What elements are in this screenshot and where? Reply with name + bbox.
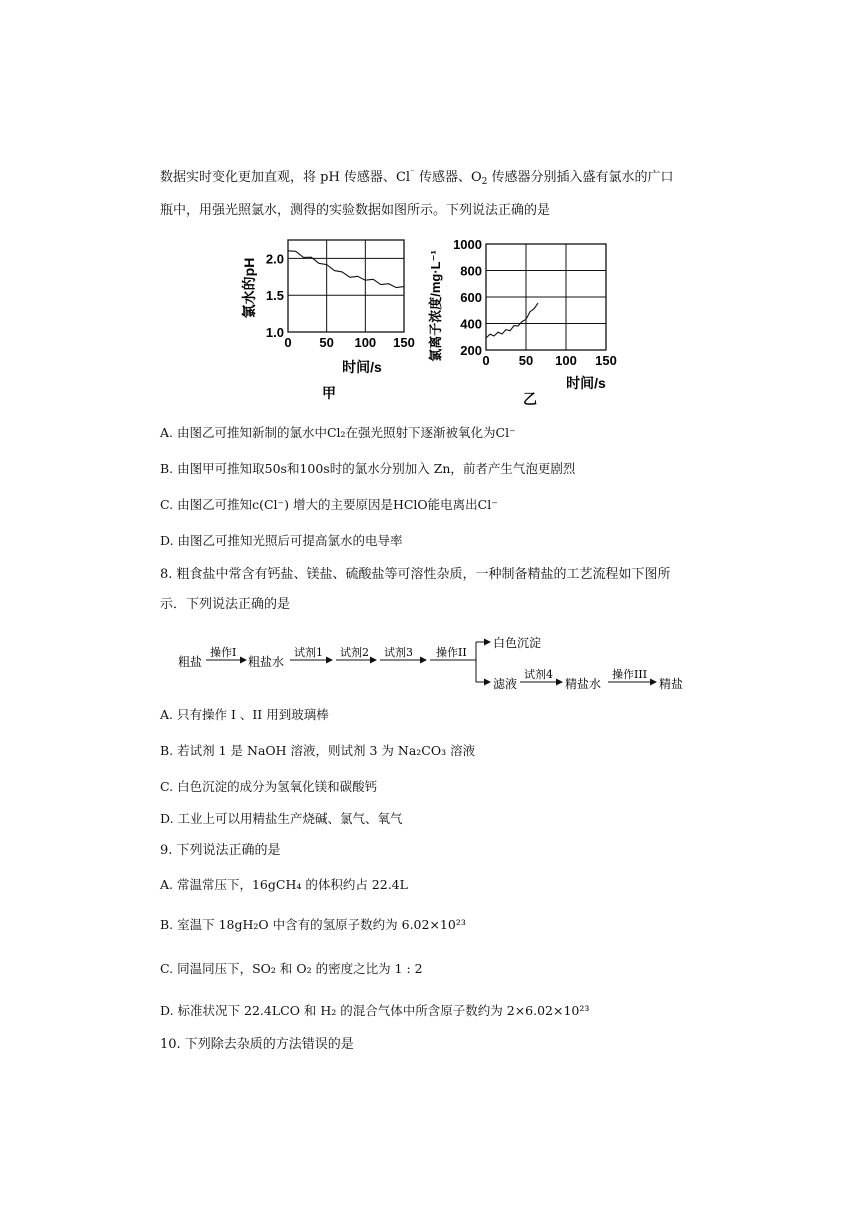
flow-label-op3: 操作III [612,668,648,681]
q9-stem: 9. 下列说法正确的是 [160,843,281,858]
q8-stem-line-2: 示．下列说法正确的是 [160,597,291,612]
intro-text-g: 传感器分别插入盛有氯水的广口 [487,170,674,185]
flow-node-refined-brine: 精盐水 [565,677,602,691]
flow-node-crude-salt: 粗盐 [178,655,203,669]
ph-chart-xticks [284,335,414,350]
chloride-chart-xlabel: 时间/s [566,375,606,391]
chloride-chart-xtick-label: 100 [555,353,577,368]
intro-text-c: ⁻ [410,168,415,178]
ph-chart [232,232,422,404]
intro-text-a: 数据实时变化更加直观，将 pH 传感器、 [160,170,396,185]
chloride-chart-yticks [453,237,482,358]
flow-label-reagent2: 试剂2 [340,646,369,659]
q8-option-d: D. 工业上可以用精盐生产烧碱、氯气、氧气 [160,811,403,826]
ph-chart-xtick-label: 150 [393,335,415,350]
chloride-chart-ytick-label: 1000 [453,237,482,252]
ph-chart-xtick-label: 100 [354,335,377,350]
chloride-chart-xtick-label: 0 [482,353,490,368]
ph-series-line [288,251,404,288]
chloride-chart-caption: 乙 [523,391,537,407]
chloride-chart-grid [486,244,606,350]
flow-node-filtrate: 滤液 [493,677,518,691]
q9-option-b: B. 室温下 18gH₂O 中含有的氢原子数约为 6.02×10²³ [160,917,466,932]
ph-chart-grid [288,240,404,332]
flow-label-op2: 操作II [436,646,467,659]
flow-label-reagent1: 试剂1 [294,646,323,659]
intro-line-1 [160,164,674,191]
ph-chart-ytick-label: 1.0 [265,325,284,340]
flow-node-refined-salt: 精盐 [659,677,684,691]
chloride-chart-ylabel: 氯离子浓度/mg·L⁻¹ [428,250,443,362]
ph-chart-yticks [266,251,284,340]
salt-process-flowchart [170,630,700,702]
ph-chart-xtick-label: 0 [284,335,292,350]
intro-line-2: 瓶中，用强光照氯水，测得的实验数据如图所示。下列说法正确的是 [160,203,551,218]
ph-chart-ytick-label: 1.5 [265,288,284,304]
chloride-chart-ytick-label: 800 [460,263,482,279]
chloride-chart-xtick-label: 50 [518,353,534,368]
q9-option-c: C. 同温同压下，SO₂ 和 O₂ 的密度之比为 1 : 2 [160,961,423,976]
chloride-chart-ytick-label: 200 [460,343,482,358]
intro-text-e: O [470,170,482,185]
chloride-chart-xtick-label: 150 [595,353,617,368]
intro-text-d: 传感器、 [414,170,471,185]
ph-chart-xlabel: 时间/s [342,359,382,375]
flow-node-white-precipitate: 白色沉淀 [493,636,542,650]
q8-stem-line-1: 8. 粗食盐中常含有钙盐、镁盐、硫酸盐等可溶性杂质，一种制备精盐的工艺流程如下图所 [160,567,671,582]
chloride-chart-ytick-label: 600 [460,290,482,305]
q8-option-b: B. 若试剂 1 是 NaOH 溶液，则试剂 3 为 Na₂CO₃ 溶液 [160,743,476,758]
flow-node-crude-brine: 粗盐水 [248,655,285,669]
q8-option-c: C. 白色沉淀的成分为氢氧化镁和碳酸钙 [160,779,378,794]
q7-option-d: D. 由图乙可推知光照后可提高氯水的电导率 [160,533,403,548]
q7-option-b: B. 由图甲可推知取50s和100s时的氯水分别加入 Zn，前者产生气泡更剧烈 [160,461,576,476]
intro-text-f: 2 [481,177,488,187]
intro-text-b: Cl [395,170,411,185]
flow-label-reagent3: 试剂3 [384,646,413,659]
ph-chart-ylabel: 氯水的pH [241,257,257,319]
q9-option-a: A. 常温常压下，16gCH₄ 的体积约占 22.4L [160,877,408,892]
ph-chart-ytick-label: 2.0 [265,251,284,267]
flow-label-reagent4: 试剂4 [524,668,553,681]
ph-chart-plot-frame [288,240,404,332]
chloride-chart-xticks [482,353,616,368]
q7-option-a: A. 由图乙可推知新制的氯水中Cl₂在强光照射下逐渐被氧化为Cl⁻ [160,425,516,440]
q8-option-a: A. 只有操作 I 、II 用到玻璃棒 [160,707,329,722]
flow-label-op1: 操作I [210,646,237,659]
chloride-chart-ytick-label: 400 [460,316,482,332]
q9-option-d: D. 标准状况下 22.4LCO 和 H₂ 的混合气体中所含原子数约为 2×6.02×10²³ [160,1003,590,1018]
chloride-chart [426,228,638,408]
ph-chart-xtick-label: 50 [319,335,334,350]
chloride-series-line [486,303,538,338]
q7-option-c: C. 由图乙可推知c(Cl⁻) 增大的主要原因是HClO能电离出Cl⁻ [160,497,498,512]
q10-stem: 10. 下列除去杂质的方法错误的是 [160,1037,354,1052]
ph-chart-caption: 甲 [322,385,336,401]
